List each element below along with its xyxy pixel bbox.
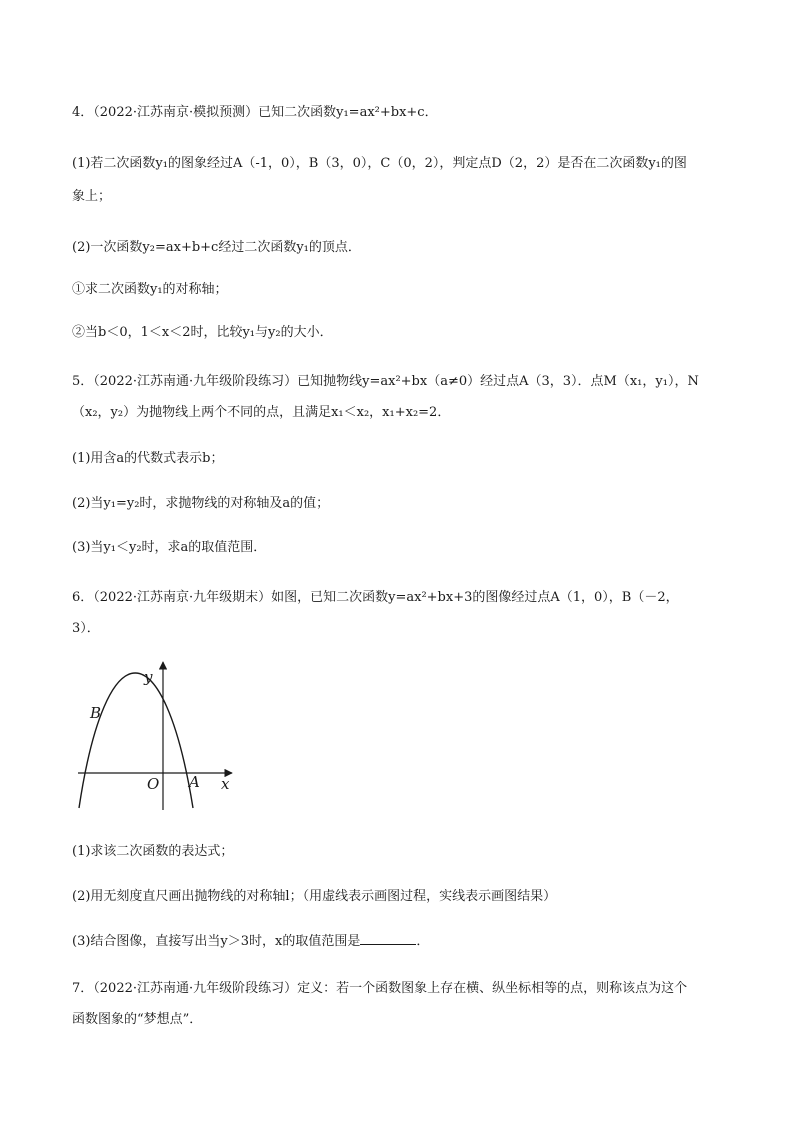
q4-part2: (2)一次函数y₂=ax+b+c经过二次函数y₁的顶点． [72,240,361,255]
q6-part3-text: (3)结合图像，直接写出当y＞3时，x的取值范围是 [72,934,361,949]
q6-part3-end: ． [416,934,430,949]
q4-stem: 4．（2022·江苏南京·模拟预测）已知二次函数y₁=ax²+bx+c． [72,105,438,120]
point-a-label: A [189,773,200,791]
point-b-label: B [90,704,102,722]
origin-label: O [147,775,160,793]
q4-part2-ii: ②当b＜0，1＜x＜2时，比较y₁与y₂的大小． [72,325,333,340]
q7-stem-line2: 函数图象的“梦想点”． [72,1012,203,1027]
q4-part2-i: ①求二次函数y₁的对称轴； [72,282,228,297]
x-axis-label: x [221,775,230,793]
q6-stem-line2: 3）． [72,621,100,636]
q4-part1-line2: 象上； [72,189,112,204]
y-axis-label: y [144,668,153,686]
q5-part3: (3)当y₁＜y₂时，求a的取值范围． [72,540,267,555]
q5-stem-line1: 5．（2022·江苏南通·九年级阶段练习）已知抛物线y=ax²+bx（a≠0）经过点A（3，3）．点M（x₁，y₁），N [72,374,699,389]
q5-part1: (1)用含a的代数式表示b； [72,451,224,466]
parabola-curve [79,673,193,808]
answer-blank [360,932,416,945]
q6-stem-line1: 6．（2022·江苏南京·九年级期末）如图，已知二次函数y=ax²+bx+3的图像经过点A（1，0），B（－2， [72,590,679,605]
parabola-graph [70,658,245,818]
q5-stem-line2: （x₂，y₂）为抛物线上两个不同的点，且满足x₁＜x₂，x₁+x₂=2． [72,405,451,420]
q6-part2: (2)用无刻度直尺画出抛物线的对称轴l；（用虚线表示画图过程，实线表示画图结果） [72,889,557,904]
q4-part1-line1: (1)若二次函数y₁的图象经过A（-1，0），B（3，0），C（0，2），判定点D（2，2）是否在二次函数y₁的图 [72,156,687,171]
q6-part3 [72,932,736,951]
q7-stem-line1: 7．（2022·江苏南通·九年级阶段练习）定义：若一个函数图象上存在横、纵坐标相等的点，则称该点为这个 [72,981,688,996]
q5-part2: (2)当y₁=y₂时，求抛物线的对称轴及a的值； [72,496,330,511]
q6-part1: (1)求该二次函数的表达式； [72,844,234,859]
